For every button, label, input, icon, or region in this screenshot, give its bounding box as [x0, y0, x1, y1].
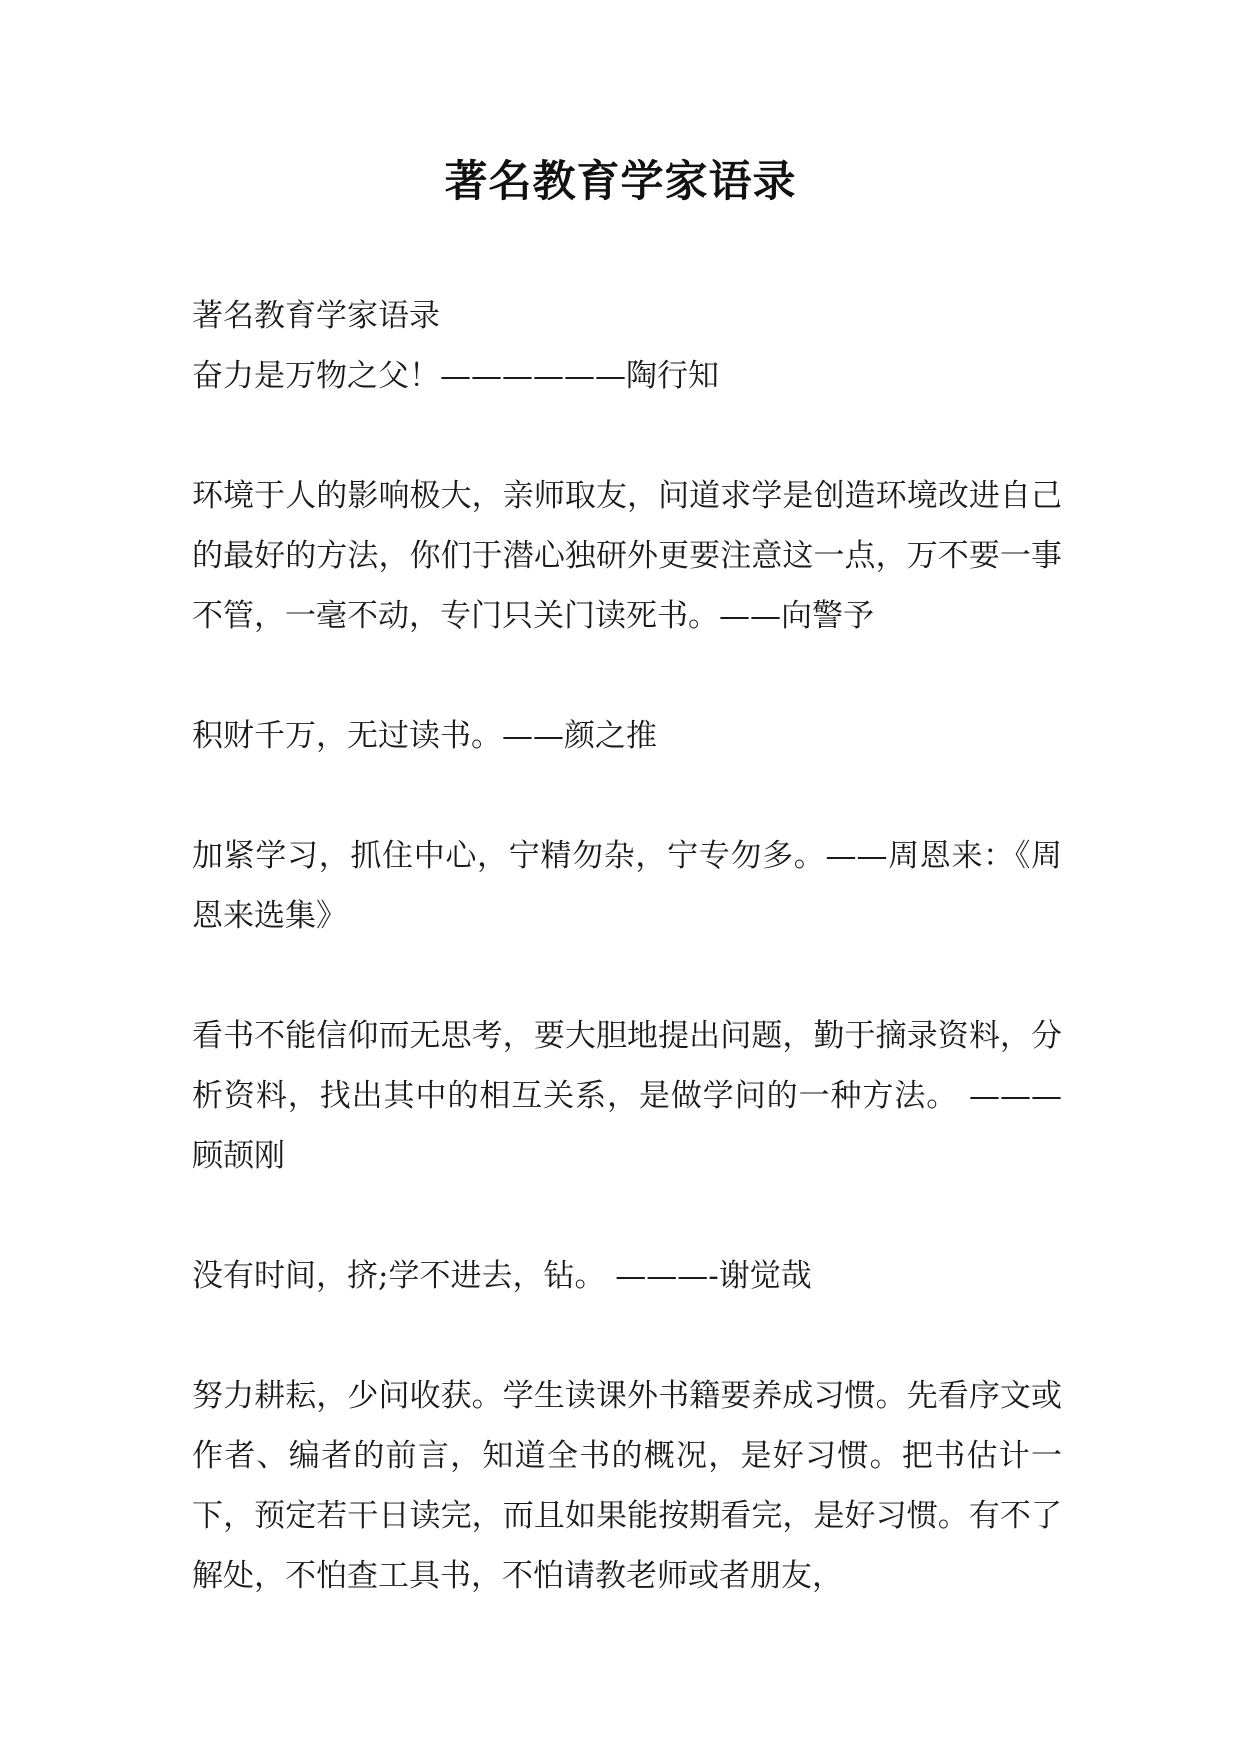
- reading-habits-paragraph: 努力耕耘，少问收获。学生读课外书籍要养成习惯。先看序文或作者、编者的前言，知道全书的概况，是好习惯。把书估计一下，预定若干日读完，而且如果能按期看完，是好习惯。有不了解处，不怕查工具书，不怕请教老师或者朋友，: [192, 1378, 1062, 1594]
- quote-zhou-enlai: 加紧学习，抓住中心，宁精勿杂，宁专勿多。——周恩来：《周恩来选集》: [192, 838, 1062, 934]
- quote-xiang-jingyu: 环境于人的影响极大，亲师取友，问道求学是创造环境改进自己的最好的方法，你们于潜心独研外更要注意这一点，万不要一事不管，一毫不动，专门只关门读死书。——向警予: [192, 478, 1062, 634]
- paragraph-gap: [192, 406, 1062, 466]
- document-title: 著名教育学家语录: [444, 157, 797, 207]
- quote-gu-jiegang: 看书不能信仰而无思考，要大胆地提出问题，勤于摘录资料，分析资料，找出其中的相互关系，是做学问的一种方法。 ———顾颉刚: [192, 1018, 1062, 1174]
- paragraph-gap: [192, 1306, 1062, 1366]
- document-body: [192, 286, 1062, 1606]
- paragraph-gap: [192, 946, 1062, 1006]
- quote-xie-jueza: 没有时间，挤;学不进去，钻。 ———-谢觉哉: [192, 1258, 812, 1294]
- quote-tao-xingzhi: 奋力是万物之父！——————陶行知: [192, 358, 719, 394]
- quote-yan-zhitui: 积财千万，无过读书。——颜之推: [192, 718, 657, 754]
- paragraph-gap: [192, 1186, 1062, 1246]
- paragraph-gap: [192, 766, 1062, 826]
- paragraph-gap: [192, 646, 1062, 706]
- subtitle-paragraph: 著名教育学家语录: [192, 298, 440, 334]
